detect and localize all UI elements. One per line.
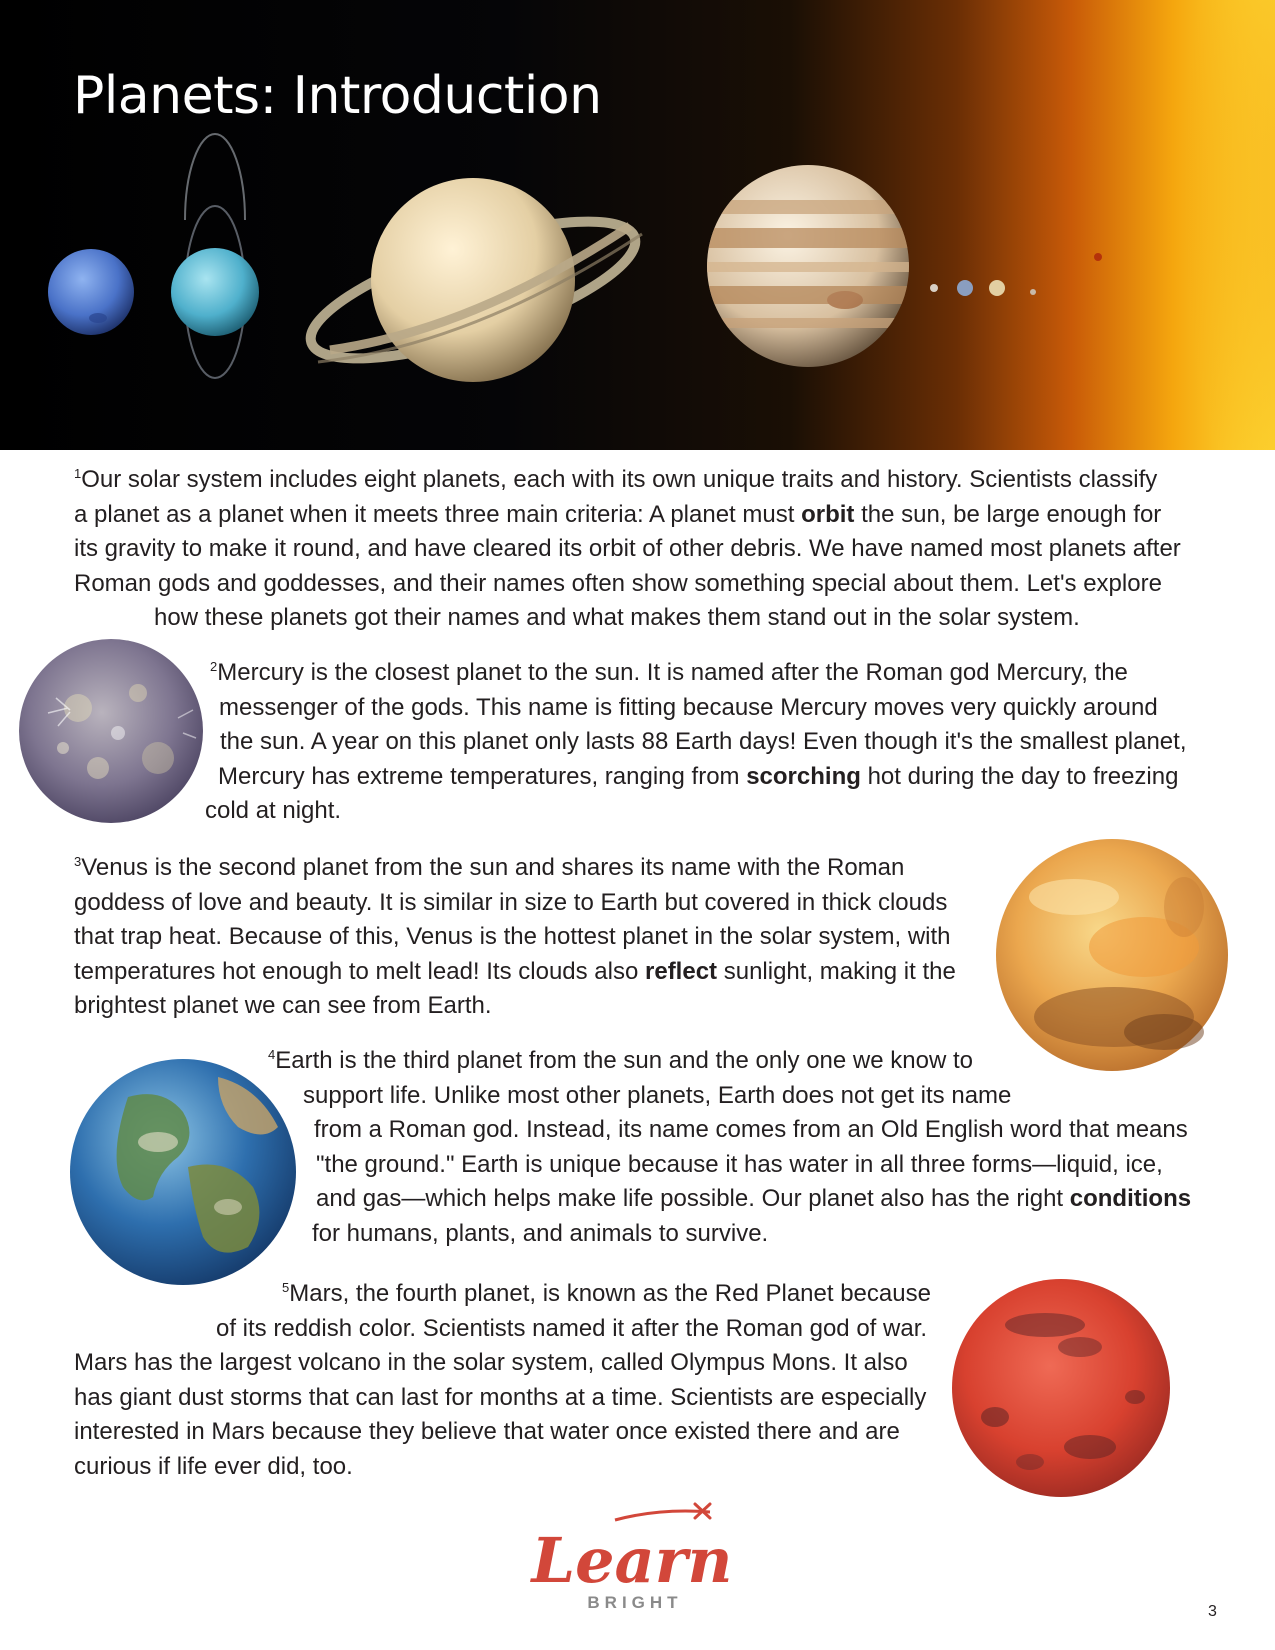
text-line: curious if life ever did, too.: [74, 1452, 353, 1480]
sunspot: [1094, 253, 1102, 261]
uranus-graphic: [171, 134, 259, 378]
vocab-term-conditions: conditions: [1069, 1185, 1192, 1212]
text-line: and gas—which helps make life possible. Our planet also has the right: [316, 1185, 1070, 1212]
logo-subtitle: BRIGHT: [587, 1593, 683, 1612]
text-line: brightest planet we can see from Earth.: [74, 992, 492, 1019]
paragraph-number: 3: [74, 854, 82, 869]
text-line: Earth is the third planet from the sun and the only one we know to: [275, 1047, 973, 1074]
paragraph-4: [268, 1044, 1191, 1251]
paragraph-3: [74, 851, 956, 1024]
earth-dot: [957, 280, 973, 296]
text-line: Mercury has extreme temperatures, ranging from: [218, 762, 747, 790]
paragraph-2: [205, 656, 1187, 829]
earth-image: [68, 1057, 298, 1287]
text-line: the sun, be large enough for: [854, 500, 1162, 528]
header-banner: [0, 0, 1275, 450]
text-line: from a Roman god. Instead, its name comes from an Old English word that means: [314, 1116, 1188, 1143]
sun-graphic: [990, 0, 1275, 450]
page-number: 3: [1208, 1603, 1217, 1620]
venus-dot: [989, 280, 1005, 296]
paragraph-number: 1: [74, 466, 82, 481]
paragraph-number: 2: [210, 659, 218, 674]
text-line: Venus is the second planet from the sun and shares its name with the Roman: [81, 854, 905, 881]
page-title: Planets: Introduction: [73, 66, 602, 126]
neptune-graphic: [48, 249, 134, 335]
logo-graphic: [520, 1500, 750, 1620]
text-line: support life. Unlike most other planets, Earth does not get its name: [303, 1081, 1012, 1109]
text-line: sunlight, making it the: [717, 957, 956, 985]
text-line: Mars has the largest volcano in the solar system, called Olympus Mons. It also: [74, 1349, 908, 1376]
paragraph-number: 4: [268, 1047, 276, 1062]
text-line: temperatures hot enough to melt lead! Its clouds also: [74, 957, 645, 985]
venus-image: [994, 837, 1230, 1073]
text-line: goddess of love and beauty. It is similar in size to Earth but covered in thick clouds: [74, 888, 948, 916]
logo-wordmark: Learn: [531, 1524, 733, 1597]
paragraph-5: [74, 1277, 931, 1484]
text-line: that trap heat. Because of this, Venus is the hottest planet in the solar system, with: [74, 923, 951, 950]
paragraph-1: [74, 463, 1181, 636]
text-line: Our solar system includes eight planets, each with its own unique traits and history. Scientists classify: [81, 466, 1158, 493]
mars-dot: [930, 284, 938, 292]
mars-image: [950, 1277, 1172, 1499]
text-line: interested in Mars because they believe that water once existed there and are: [74, 1418, 900, 1445]
text-line: cold at night.: [205, 797, 342, 824]
text-line: of its reddish color. Scientists named it after the Roman god of war.: [216, 1314, 928, 1342]
text-line: a planet as a planet when it meets three main criteria: A planet must: [74, 500, 802, 528]
vocab-term-reflect: reflect: [645, 957, 718, 985]
text-line: "the ground." Earth is unique because it has water in all three forms—liquid, ice,: [316, 1150, 1163, 1178]
text-line: has giant dust storms that can last for months at a time. Scientists are especially: [74, 1383, 927, 1411]
text-line: Mercury is the closest planet to the sun. It is named after the Roman god Mercury, the: [217, 659, 1128, 686]
vocab-term-scorching: scorching: [746, 762, 861, 790]
learn-bright-logo: [520, 1500, 750, 1620]
text-line: for humans, plants, and animals to survive.: [312, 1219, 769, 1247]
saturn-graphic: [297, 178, 649, 386]
text-line: hot during the day to freezing: [860, 762, 1179, 790]
vocab-term-orbit: orbit: [801, 500, 855, 528]
text-line: the sun. A year on this planet only lasts 88 Earth days! Even though it's the smallest planet,: [220, 728, 1187, 755]
text-line: how these planets got their names and what makes them stand out in the solar system.: [154, 604, 1080, 631]
text-line: messenger of the gods. This name is fitting because Mercury moves very quickly around: [219, 693, 1158, 721]
mercury-dot: [1030, 289, 1036, 295]
text-line: Roman gods and goddesses, and their names often show something special about them. Let's explore: [74, 569, 1162, 597]
jupiter-graphic: [700, 165, 920, 367]
text-line: its gravity to make it round, and have cleared its orbit of other debris. We have named most planets after: [74, 535, 1181, 562]
text-line: Mars, the fourth planet, is known as the Red Planet because: [289, 1280, 931, 1307]
mercury-image: [18, 638, 204, 824]
paragraph-number: 5: [282, 1280, 290, 1295]
